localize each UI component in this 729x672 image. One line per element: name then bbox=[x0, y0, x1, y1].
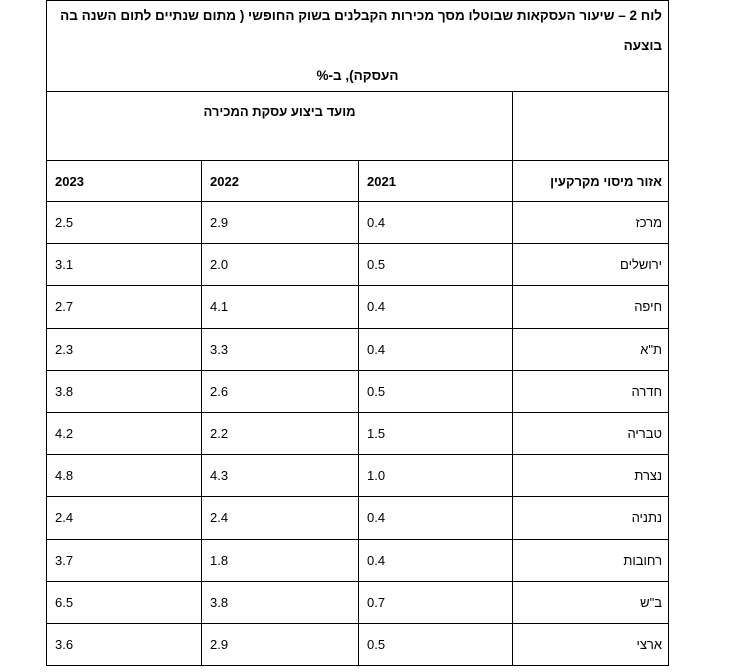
value-cell: 1.8 bbox=[202, 539, 359, 581]
value-cell: 4.2 bbox=[47, 412, 202, 454]
value-cell: 4.3 bbox=[202, 455, 359, 497]
value-cell: 3.8 bbox=[202, 581, 359, 623]
value-cell: 1.0 bbox=[359, 455, 513, 497]
region-cell: ת"א bbox=[513, 328, 669, 370]
value-cell: 2.5 bbox=[47, 202, 202, 244]
group-header-empty-cell bbox=[513, 92, 669, 161]
table-body bbox=[47, 202, 669, 666]
value-cell: 6.5 bbox=[47, 581, 202, 623]
value-cell: 2.7 bbox=[47, 286, 202, 328]
value-cell: 0.5 bbox=[359, 623, 513, 665]
value-cell: 2.9 bbox=[202, 623, 359, 665]
group-header-row bbox=[47, 92, 669, 161]
value-cell: 4.1 bbox=[202, 286, 359, 328]
table-title bbox=[47, 1, 669, 92]
table-row bbox=[47, 581, 669, 623]
value-cell: 2.2 bbox=[202, 412, 359, 454]
value-cell: 3.8 bbox=[47, 370, 202, 412]
value-cell: 3.6 bbox=[47, 623, 202, 665]
region-cell: ארצי bbox=[513, 623, 669, 665]
region-column-header: אזור מיסוי מקרקעין bbox=[513, 161, 669, 202]
value-cell: 0.4 bbox=[359, 539, 513, 581]
region-cell: חדרה bbox=[513, 370, 669, 412]
value-cell: 2.6 bbox=[202, 370, 359, 412]
value-cell: 0.4 bbox=[359, 202, 513, 244]
table-row bbox=[47, 412, 669, 454]
year-column-header: 2022 bbox=[202, 161, 359, 202]
table-row bbox=[47, 244, 669, 286]
table-title-line-1: לוח 2 – שיעור העסקאות שבוטלו מסך מכירות הקבלנים בשוק החופשי ( מתום שנתיים לתום השנה בה בוצעה bbox=[60, 8, 663, 53]
table-row bbox=[47, 286, 669, 328]
table-row bbox=[47, 623, 669, 665]
table-row bbox=[47, 455, 669, 497]
region-cell: טבריה bbox=[513, 412, 669, 454]
group-header: מועד ביצוע עסקת המכירה bbox=[47, 92, 513, 161]
value-cell: 2.9 bbox=[202, 202, 359, 244]
table-row bbox=[47, 539, 669, 581]
table-row bbox=[47, 202, 669, 244]
table-row bbox=[47, 497, 669, 539]
table-title-line-2: העסקה), ב-% bbox=[316, 68, 399, 83]
value-cell: 2.4 bbox=[202, 497, 359, 539]
table-row bbox=[47, 370, 669, 412]
value-cell: 0.5 bbox=[359, 370, 513, 412]
value-cell: 3.7 bbox=[47, 539, 202, 581]
year-column-header: 2023 bbox=[47, 161, 202, 202]
value-cell: 0.4 bbox=[359, 328, 513, 370]
cancellation-rate-table bbox=[46, 0, 669, 666]
region-cell: ירושלים bbox=[513, 244, 669, 286]
value-cell: 1.5 bbox=[359, 412, 513, 454]
value-cell: 2.4 bbox=[47, 497, 202, 539]
value-cell: 0.4 bbox=[359, 497, 513, 539]
title-row bbox=[47, 1, 669, 92]
value-cell: 0.5 bbox=[359, 244, 513, 286]
region-cell: נתניה bbox=[513, 497, 669, 539]
region-cell: מרכז bbox=[513, 202, 669, 244]
region-cell: חיפה bbox=[513, 286, 669, 328]
region-cell: רחובות bbox=[513, 539, 669, 581]
value-cell: 0.7 bbox=[359, 581, 513, 623]
value-cell: 3.3 bbox=[202, 328, 359, 370]
value-cell: 4.8 bbox=[47, 455, 202, 497]
table-row bbox=[47, 328, 669, 370]
column-header-row bbox=[47, 161, 669, 202]
region-cell: ב"ש bbox=[513, 581, 669, 623]
region-cell: נצרת bbox=[513, 455, 669, 497]
year-column-header: 2021 bbox=[359, 161, 513, 202]
value-cell: 0.4 bbox=[359, 286, 513, 328]
value-cell: 2.3 bbox=[47, 328, 202, 370]
value-cell: 3.1 bbox=[47, 244, 202, 286]
value-cell: 2.0 bbox=[202, 244, 359, 286]
